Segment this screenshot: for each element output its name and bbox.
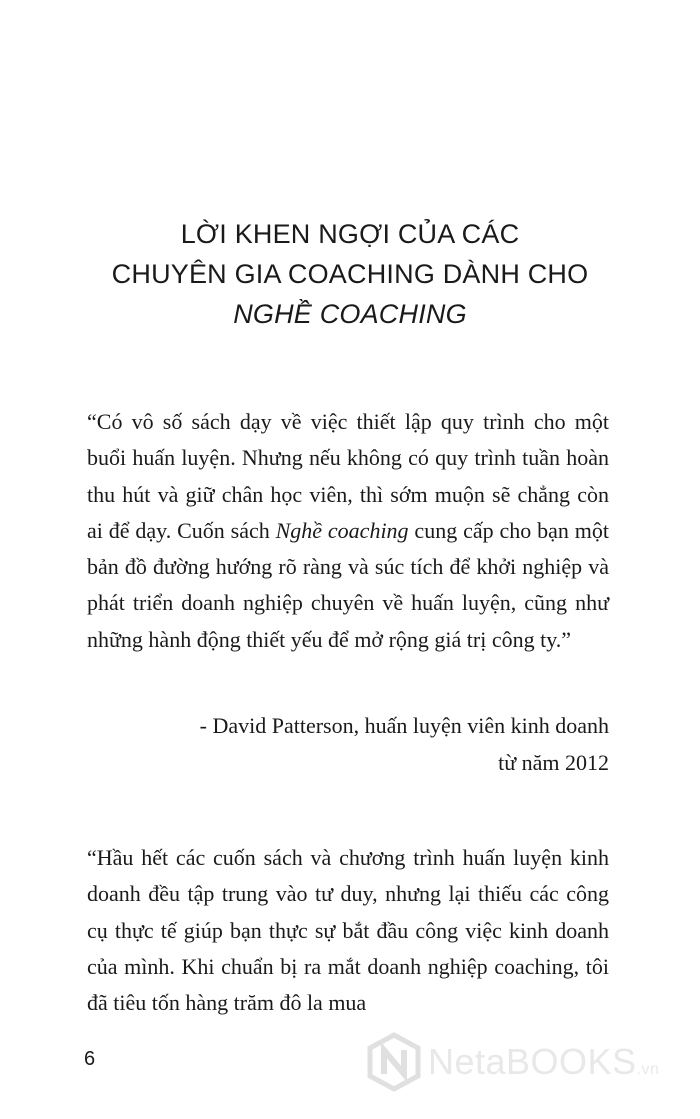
heading-line-1: LỜI KHEN NGỢI CỦA CÁC <box>180 219 520 249</box>
watermark <box>366 1032 686 1092</box>
watermark-brand: NetaBOOKS <box>428 1041 637 1082</box>
watermark-text <box>428 1041 659 1083</box>
heading-line-2: CHUYÊN GIA COACHING DÀNH CHO <box>111 259 589 289</box>
attribution-1-line-1: - David Patterson, huấn luyện viên kinh doanh <box>199 713 609 738</box>
testimonial-attribution-1 <box>89 707 609 781</box>
page-heading <box>40 214 660 334</box>
heading-line-3: NGHỀ COACHING <box>233 299 467 329</box>
netabooks-logo-icon <box>366 1032 422 1092</box>
testimonial-quote-1 <box>87 404 609 658</box>
page-number: 6 <box>84 1048 96 1070</box>
quote-1-text-end: cung cấp cho bạn một bản đồ đường hướng rõ ràng và súc tích để khởi nghiệp và phát triển doanh nghiệp chuyên về huấn luyện, cũng như những hành động thiết yếu để mở rộng giá trị công ty.” <box>87 517 609 652</box>
testimonial-quote-2: “Hầu hết các cuốn sách và chương trình huấn luyện kinh doanh đều tập trung vào tư duy, nhưng lại thiếu các công cụ thực tế giúp bạn thực sự bắt đầu công việc kinh doanh của mình. Khi chuẩn bị ra mắt doanh nghiệp coaching, tôi đã tiêu tốn hàng trăm đô la mua <box>87 845 609 1016</box>
quote-1-book-title: Nghề coaching <box>275 517 409 543</box>
watermark-suffix: .vn <box>636 1061 660 1078</box>
attribution-1-line-2: từ năm 2012 <box>498 750 609 775</box>
quote-1-text-start: “Có vô số sách dạy về việc thiết lập quy trình cho một buổi huấn luyện. Nhưng nếu không có quy trình tuần hoàn thu hút và giữ chân học viên, thì sớm muộn sẽ chẳng còn ai để dạy. Cuốn sách <box>87 409 609 543</box>
